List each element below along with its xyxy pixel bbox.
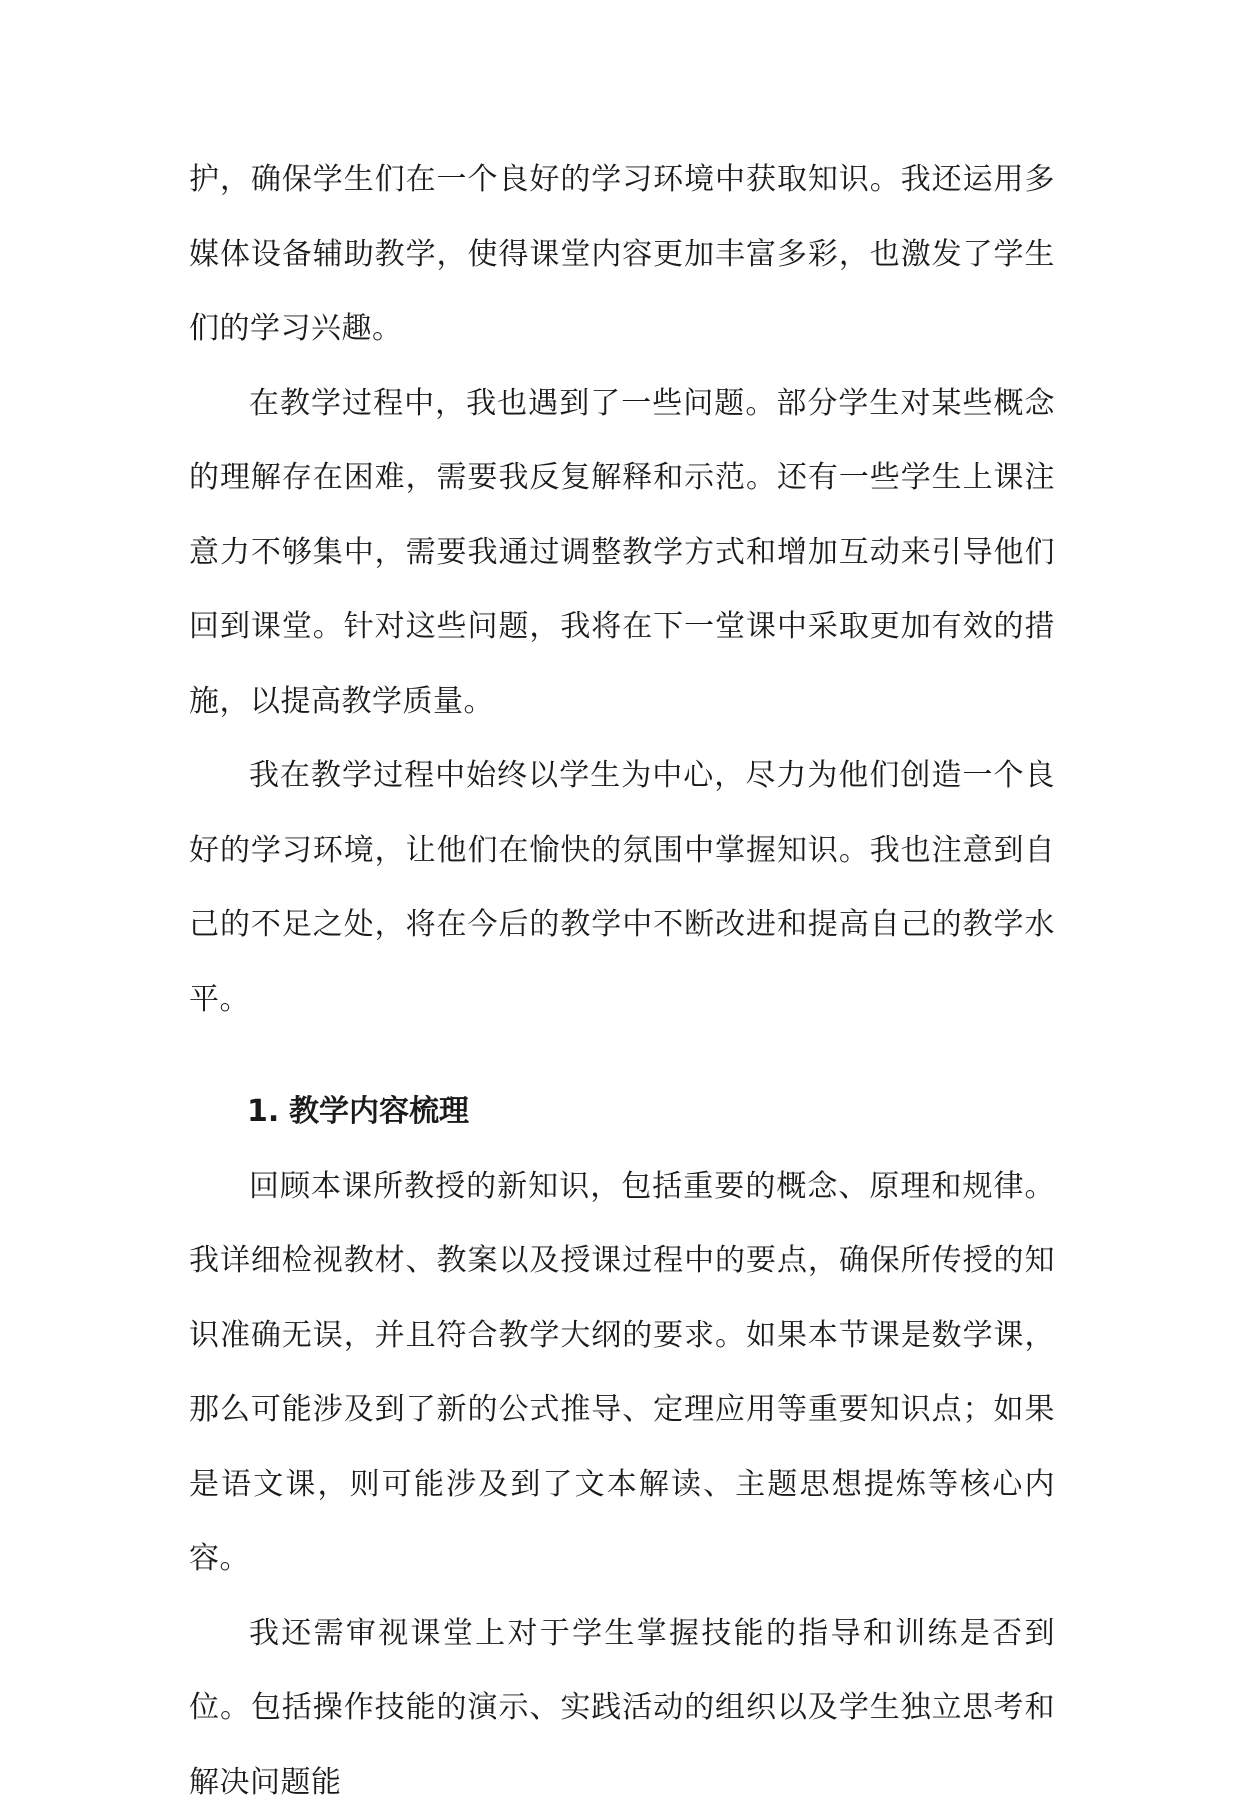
section-gap bbox=[189, 1037, 1055, 1075]
paragraph-2: 在教学过程中，我也遇到了一些问题。部分学生对某些概念的理解存在困难，需要我反复解释和示范。还有一些学生上课注意力不够集中，需要我通过调整教学方式和增加互动来引导他们回到课堂。针对这些问题，我将在下一堂课中采取更加有效的措施，以提高教学质量。 bbox=[189, 367, 1055, 740]
document-body bbox=[189, 143, 1055, 1820]
section-title: 教学内容梳理 bbox=[289, 1094, 469, 1129]
section-heading bbox=[189, 1075, 1055, 1150]
paragraph-4: 回顾本课所教授的新知识，包括重要的概念、原理和规律。我详细检视教材、教案以及授课过程中的要点，确保所传授的知识准确无误，并且符合教学大纲的要求。如果本节课是数学课，那么可能涉及到了新的公式推导、定理应用等重要知识点；如果是语文课，则可能涉及到了文本解读、主题思想提炼等核心内容。 bbox=[189, 1150, 1055, 1597]
paragraph-5: 我还需审视课堂上对于学生掌握技能的指导和训练是否到位。包括操作技能的演示、实践活动的组织以及学生独立思考和解决问题能 bbox=[189, 1597, 1055, 1820]
section-number: 1. bbox=[247, 1075, 289, 1150]
paragraph-1: 护，确保学生们在一个良好的学习环境中获取知识。我还运用多媒体设备辅助教学，使得课堂内容更加丰富多彩，也激发了学生们的学习兴趣。 bbox=[189, 143, 1055, 367]
paragraph-3: 我在教学过程中始终以学生为中心，尽力为他们创造一个良好的学习环境，让他们在愉快的氛围中掌握知识。我也注意到自己的不足之处，将在今后的教学中不断改进和提高自己的教学水平。 bbox=[189, 739, 1055, 1037]
